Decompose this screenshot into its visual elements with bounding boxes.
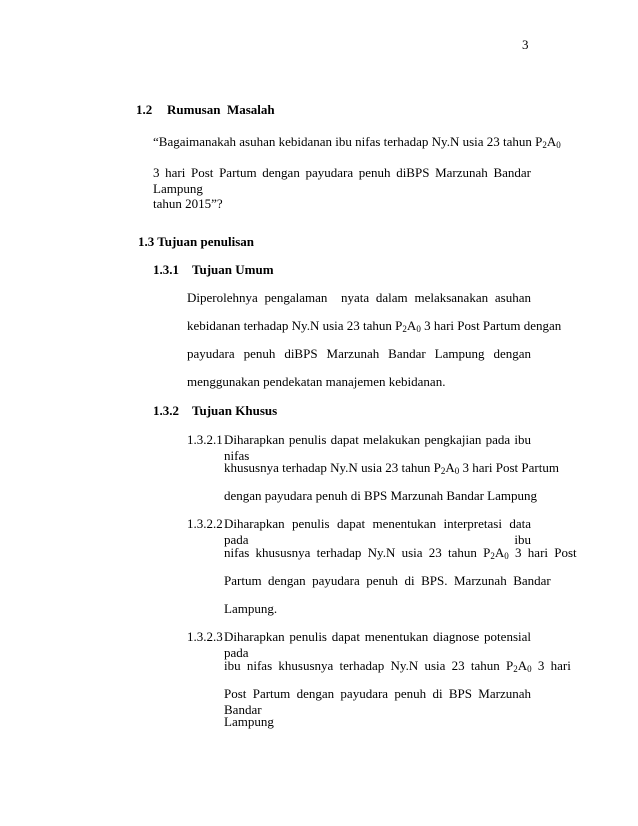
item-1-3-2-2-line-1: Diharapkan penulis dapat menentukan interpretasi data pada ibu <box>224 516 531 547</box>
page-number: 3 <box>522 37 529 52</box>
item-1-3-2-1-line-1: Diharapkan penulis dapat melakukan pengkajian pada ibu nifas <box>224 432 531 463</box>
item-1-3-2-2-line-4: Lampung. <box>224 601 278 616</box>
item-1-3-2-1-line-3: dengan payudara penuh di BPS Marzunah Bandar Lampung <box>224 488 538 503</box>
item-1-3-2-3-number: 1.3.2.3 <box>187 629 223 644</box>
item-1-3-2-3-line-4: Lampung <box>224 714 274 729</box>
sub-1-3-1-number: 1.3.1 <box>153 262 179 277</box>
item-1-3-2-1-line-2: khususnya terhadap Ny.N usia 23 tahun $P_2A_0$ 3 hari Post Partum <box>224 460 559 476</box>
sub-1-3-2-number: 1.3.2 <box>153 403 179 418</box>
section-1-2-line-3: tahun 2015”? <box>153 196 223 211</box>
item-1-3-2-3-line-3: Post Partum dengan payudara penuh di BPS Marzunah Bandar <box>224 686 531 717</box>
item-1-3-2-2-number: 1.3.2.2 <box>187 516 223 531</box>
section-1-3-heading: 1.3 Tujuan penulisan <box>138 234 254 249</box>
sub-1-3-1-title: Tujuan Umum <box>192 262 274 277</box>
section-1-2-line-1: “Bagaimanakah asuhan kebidanan ibu nifas terhadap Ny.N usia 23 tahun $P_2A_0$ <box>153 134 561 150</box>
sub-1-3-2-title: Tujuan Khusus <box>192 403 278 418</box>
sub-1-3-1-line-3: payudara penuh diBPS Marzunah Bandar Lampung dengan <box>187 346 531 361</box>
section-1-2-title: Rumusan Masalah <box>167 102 275 117</box>
sub-1-3-1-line-1: Diperolehnya pengalaman nyata dalam melaksanakan asuhan <box>187 290 531 305</box>
item-1-3-2-2-line-3: Partum dengan payudara penuh di BPS. Marzunah Bandar <box>224 573 551 588</box>
item-1-3-2-2-line-2: nifas khususnya terhadap Ny.N usia 23 tahun $P_2A_0$ 3 hari Post <box>224 545 577 561</box>
section-1-2-line-2: 3 hari Post Partum dengan payudara penuh diBPS Marzunah Bandar Lampung <box>153 165 531 196</box>
section-1-2-number: 1.2 <box>136 102 153 117</box>
sub-1-3-1-line-4: menggunakan pendekatan manajemen kebidanan. <box>187 374 446 389</box>
item-1-3-2-3-line-2: ibu nifas khususnya terhadap Ny.N usia 23 tahun $P_2A_0$ 3 hari <box>224 658 571 674</box>
item-1-3-2-3-line-1: Diharapkan penulis dapat menentukan diagnose potensial pada <box>224 629 531 660</box>
sub-1-3-1-line-2: kebidanan terhadap Ny.N usia 23 tahun $P_2A_0$ 3 hari Post Partum dengan <box>187 318 562 334</box>
item-1-3-2-1-number: 1.3.2.1 <box>187 432 223 447</box>
